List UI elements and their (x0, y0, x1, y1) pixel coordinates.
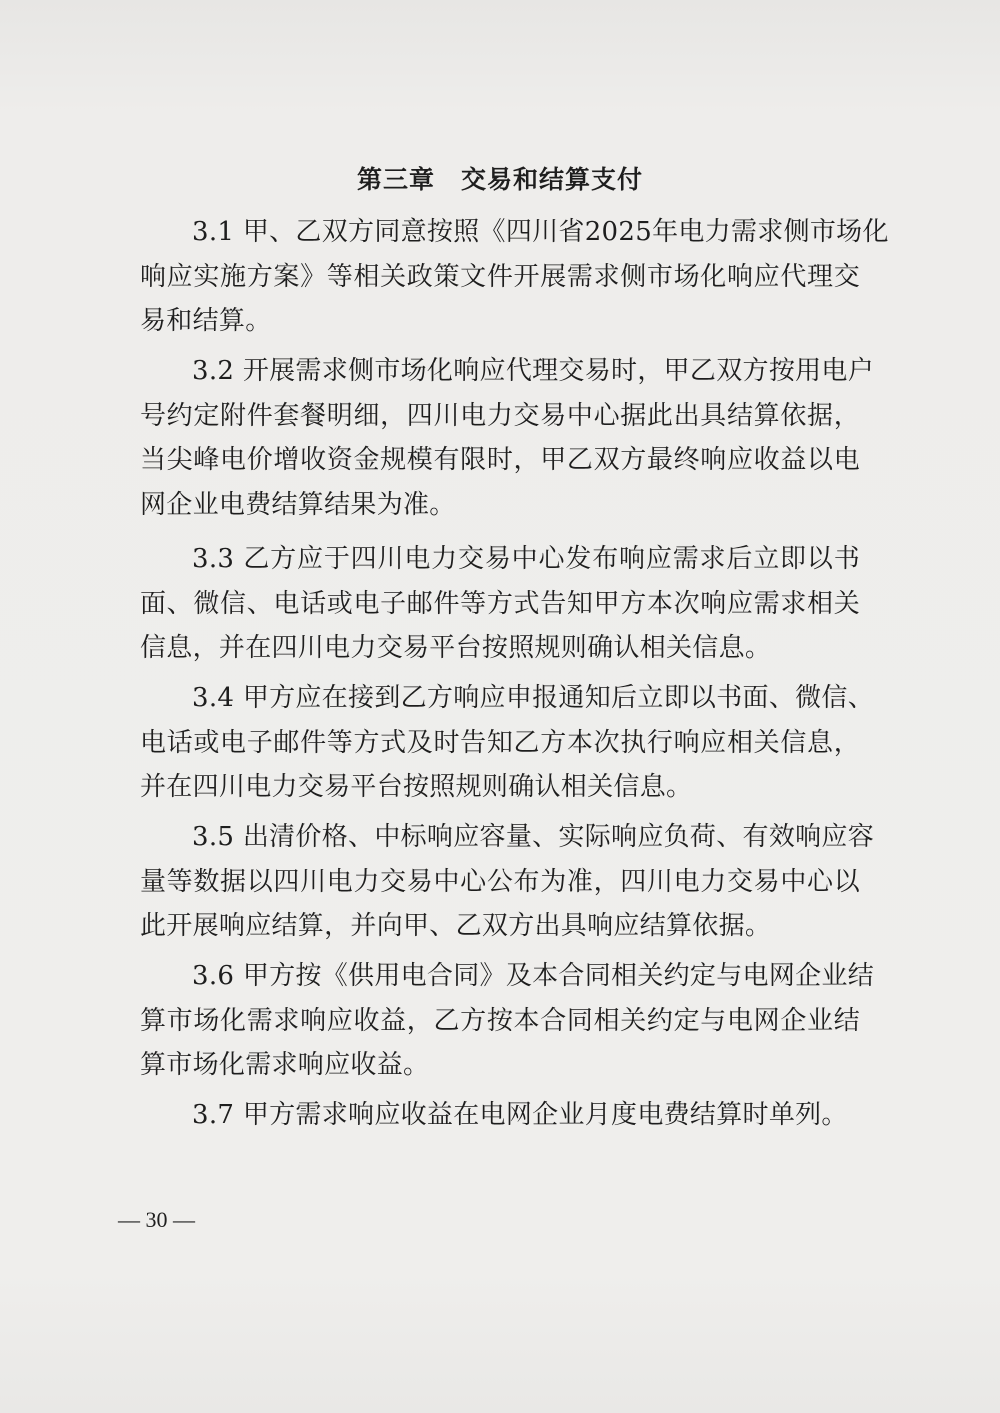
paragraph-line: 网企业电费结算结果为准。 (140, 489, 456, 520)
paragraph-line: 3.6 甲方按《供用电合同》及本合同相关约定与电网企业结 (192, 961, 875, 991)
paragraph-3-4 (140, 676, 875, 810)
paragraph-3-7 (140, 1093, 860, 1138)
chapter-title: 第三章 交易和结算支付 (356, 165, 643, 194)
paragraph-3-1 (140, 210, 889, 344)
paragraph-line: 3.1 甲、乙双方同意按照《四川省2025年电力需求侧市场化 (192, 217, 889, 247)
page-number: — 30 — (118, 1207, 195, 1232)
paragraph-line: 3.3 乙方应于四川电力交易中心发布响应需求后立即以书 (192, 544, 860, 574)
paragraph-line: 并在四川电力交易平台按照规则确认相关信息。 (140, 772, 693, 802)
paragraph-line: 算市场化需求响应收益。 (140, 1050, 430, 1080)
paragraph-3-3 (140, 537, 860, 671)
paragraph-3-2 (140, 349, 875, 527)
paragraph-line: 响应实施方案》等相关政策文件开展需求侧市场化响应代理交 (140, 261, 860, 292)
paragraph-line: 3.7 甲方需求响应收益在电网企业月度电费结算时单列。 (192, 1100, 848, 1130)
paragraph-line: 3.4 甲方应在接到乙方响应申报通知后立即以书面、微信、 (192, 683, 875, 713)
paragraph-line: 易和结算。 (140, 306, 272, 336)
paragraph-line: 信息，并在四川电力交易平台按照规则确认相关信息。 (140, 633, 772, 663)
paragraph-line: 面、微信、电话或电子邮件等方式告知甲方本次响应需求相关 (140, 588, 860, 619)
paragraph-line: 此开展响应结算，并向甲、乙双方出具响应结算依据。 (140, 911, 772, 941)
paragraph-line: 号约定附件套餐明细，四川电力交易中心据此出具结算依据， (140, 400, 860, 431)
paragraph-line: 电话或电子邮件等方式及时告知乙方本次执行响应相关信息， (140, 727, 860, 758)
paragraph-line: 当尖峰电价增收资金规模有限时，甲乙双方最终响应收益以电 (140, 445, 860, 475)
paragraph-line: 3.5 出清价格、中标响应容量、实际响应负荷、有效响应容 (192, 822, 875, 852)
paragraph-line: 3.2 开展需求侧市场化响应代理交易时，甲乙双方按用电户 (192, 356, 875, 386)
paragraph-3-5 (140, 815, 875, 949)
paragraph-line: 算市场化需求响应收益，乙方按本合同相关约定与电网企业结 (140, 1005, 860, 1036)
paragraph-3-6 (140, 954, 875, 1088)
paragraph-line: 量等数据以四川电力交易中心公布为准，四川电力交易中心以 (140, 866, 860, 897)
